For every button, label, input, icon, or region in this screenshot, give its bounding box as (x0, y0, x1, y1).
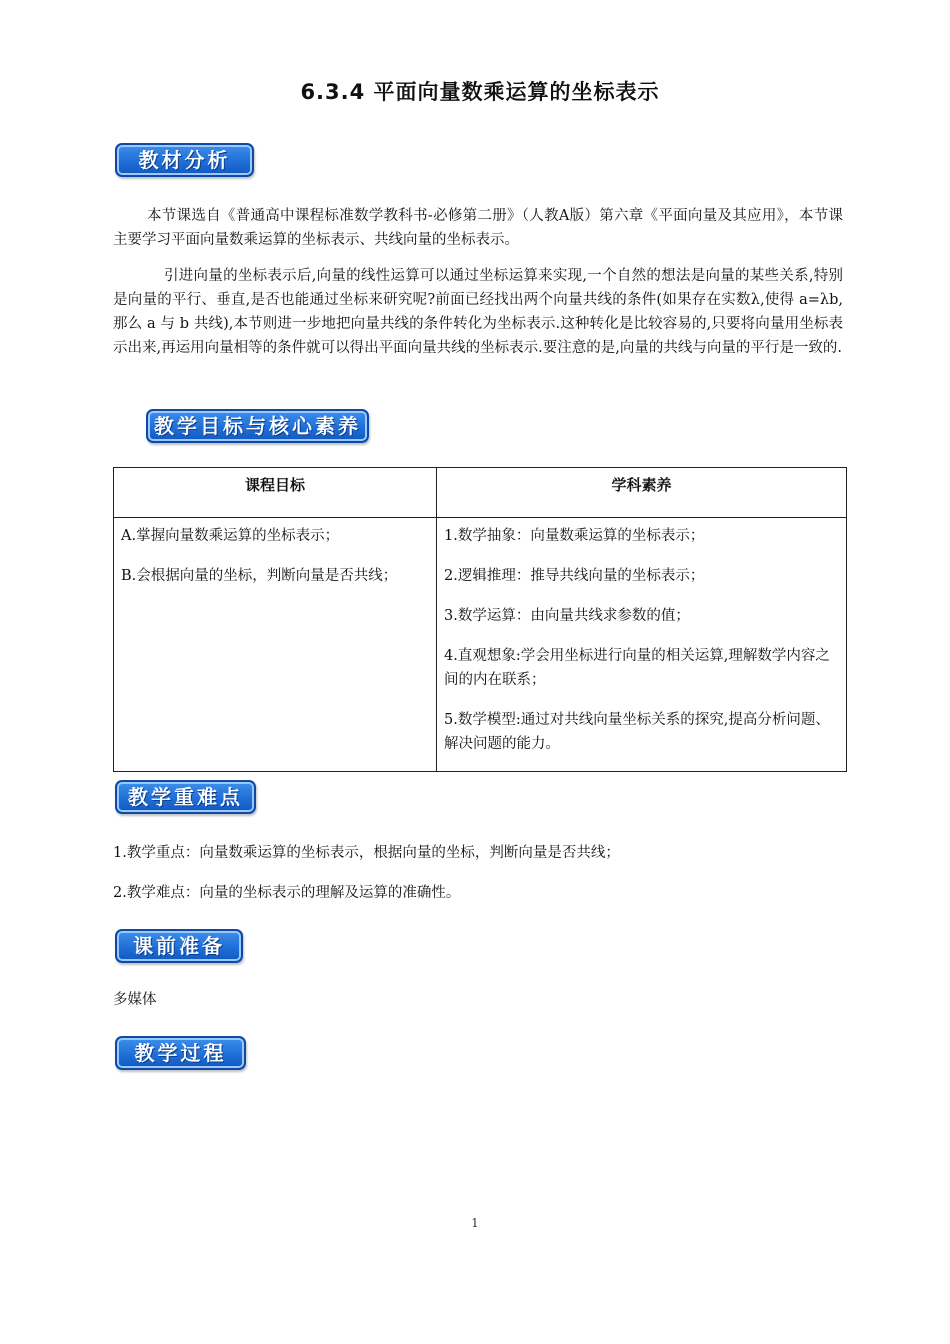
literacy-item-3: 3.数学运算：由向量共线求参数的值； (444, 608, 690, 624)
table-header-course-goals: 课程目标 (114, 468, 437, 518)
table-header-literacy: 学科素养 (437, 468, 847, 518)
course-goal-b: B.会根据向量的坐标，判断向量是否共线； (121, 568, 398, 584)
section-badge-process: 教学过程 (115, 1036, 246, 1070)
literacy-cell (437, 518, 847, 772)
analysis-paragraph-1: 本节课选自《普通高中课程标准数学教科书-必修第二册》（人教A版）第六章《平面向量及其应用》，本节课主要学习平面向量数乘运算的坐标表示、共线向量的坐标表示。 (113, 208, 843, 248)
analysis-paragraph-2: 引进向量的坐标表示后,向量的线性运算可以通过坐标运算来实现,一个自然的想法是向量的某些关系,特别是向量的平行、垂直,是否也能通过坐标来研究呢?前面已经找出两个向量共线的条件(如果存在实数λ,使得 a=λb,那么 a 与 b 共线),本节则进一步地把向量共线的条件转化为坐标表示.这种转化是比较容易的,只要将向量用坐标表示出来,再运用向量相等的条件就可以得出平面向量共线的坐标表示.要注意的是,向量的共线与向量的平行是一致的. (113, 268, 843, 356)
table-header-row (114, 468, 847, 518)
table-row (114, 518, 847, 772)
section-badge-preparation: 课前准备 (115, 929, 243, 963)
section-badge-objectives: 教学目标与核心素养 (146, 409, 369, 443)
key-point-1: 1.教学重点：向量数乘运算的坐标表示，根据向量的坐标，判断向量是否共线； (113, 845, 620, 861)
section-badge-analysis: 教材分析 (115, 143, 254, 177)
literacy-item-1: 1.数学抽象：向量数乘运算的坐标表示； (444, 528, 705, 544)
section-badge-key-points: 教学重难点 (115, 780, 256, 814)
literacy-item-4: 4.直观想象:学会用坐标进行向量的相关运算,理解数学内容之间的内在联系； (444, 648, 830, 688)
course-goal-a: A.掌握向量数乘运算的坐标表示； (121, 528, 340, 544)
page-number: 1 (471, 1216, 479, 1230)
preparation-text: 多媒体 (113, 992, 157, 1008)
page-title: 6.3.4 平面向量数乘运算的坐标表示 (300, 80, 660, 104)
literacy-item-5: 5.数学模型:通过对共线向量坐标关系的探究,提高分析问题、解决问题的能力。 (444, 712, 830, 752)
course-goals-cell (114, 518, 437, 772)
key-point-2: 2.教学难点：向量的坐标表示的理解及运算的准确性。 (113, 885, 461, 901)
literacy-item-2: 2.逻辑推理：推导共线向量的坐标表示； (444, 568, 705, 584)
objectives-table (113, 467, 847, 772)
